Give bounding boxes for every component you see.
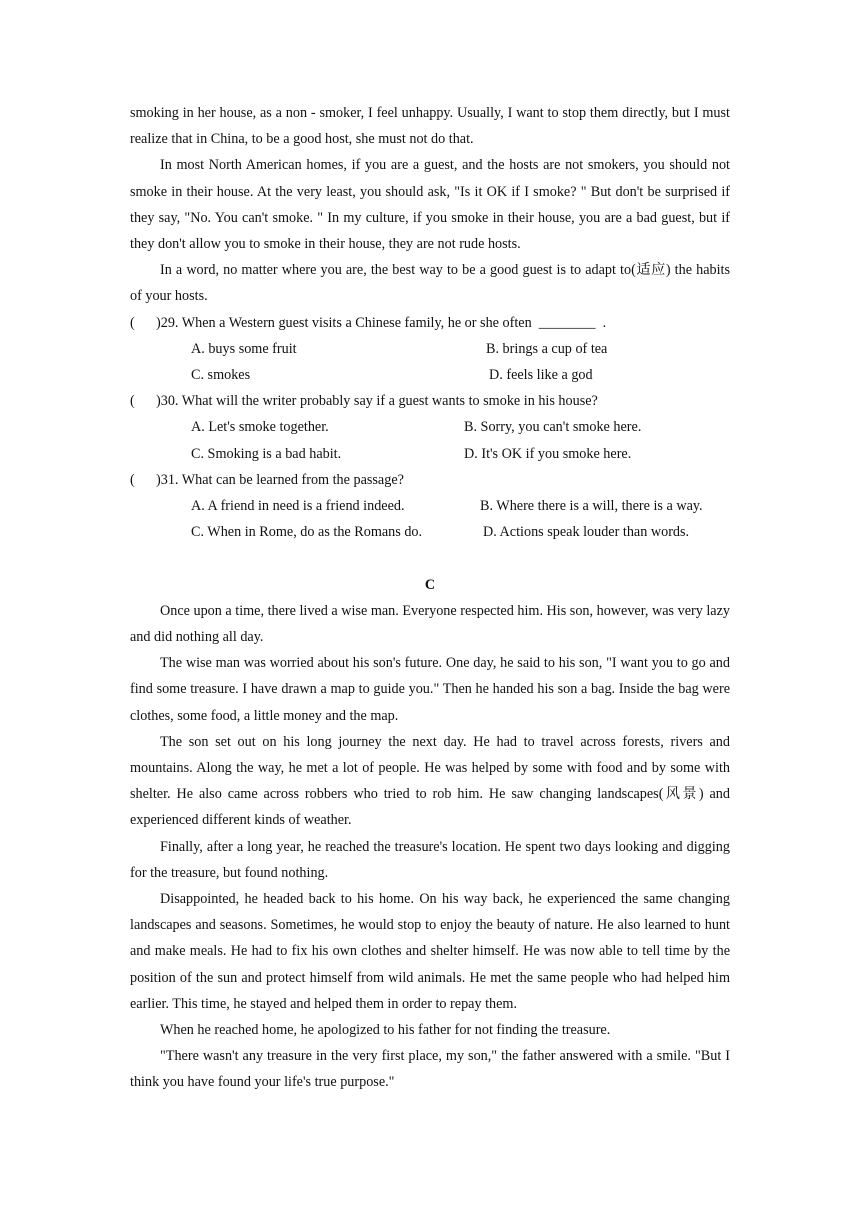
passage-c-paragraph: When he reached home, he apologized to his father for not finding the treasure. xyxy=(160,1022,611,1038)
passage-c-paragraph: The wise man was worried about his son's future. One day, he said to his son, "I want you to go and find some treasure. I have drawn a map to guide you." Then he handed his son a bag. Inside the bag were clothes, some food, a little money and the map. xyxy=(130,655,730,724)
passage-c-paragraph: The son set out on his long journey the next day. He had to travel across forests, rivers and mountains. Along the way, he met a lot of people. He was helped by some with food and by some with shelter. He also came across robbers who tried to rob him. He saw changing landscapes(风景) and experienced different kinds of weather. xyxy=(130,733,730,829)
option-b[interactable]: B. Where there is a will, there is a way. xyxy=(480,497,703,514)
option-d[interactable]: D. Actions speak louder than words. xyxy=(483,524,690,541)
question-stem: ( )30. What will the writer probably say if a guest wants to smoke in his house? xyxy=(130,393,598,410)
passage-b-paragraph: smoking in her house, as a non - smoker, I feel unhappy. Usually, I want to stop them directly, but I must realize that in China, to be a good host, she must not do that. xyxy=(130,105,730,148)
option-row xyxy=(130,414,730,440)
passage-b-paragraph: In most North American homes, if you are a guest, and the hosts are not smokers, you should not smoke in their house. At the very least, you should ask, "Is it OK if I smoke? " But don't be surprised if they say, "No. You can't smoke. " In my culture, if you smoke in their house, you are a bad guest, but if they don't allow you to smoke in their house, they are not rude hosts. xyxy=(130,157,730,253)
page-content xyxy=(130,100,730,1096)
option-b[interactable]: B. Sorry, you can't smoke here. xyxy=(464,419,642,436)
option-d[interactable]: D. feels like a god xyxy=(489,367,593,384)
passage-c-paragraph: Disappointed, he headed back to his home. On his way back, he experienced the same changing landscapes and seasons. Sometimes, he would stop to enjoy the beauty of nature. He also learned to hunt and make meals. He had to fix his own clothes and shelter himself. He was now able to tell time by the position of the sun and protect himself from wild animals. He met the same people who had helped him earlier. This time, he stayed and helped them in order to repay them. xyxy=(130,890,730,1012)
section-title: C xyxy=(424,576,436,593)
option-c[interactable]: C. smokes xyxy=(191,367,251,384)
question-stem: ( )29. When a Western guest visits a Chinese family, he or she often ________ . xyxy=(130,314,607,331)
passage-c-paragraph: Finally, after a long year, he reached the treasure's location. He spent two days looking and digging for the treasure, but found nothing. xyxy=(130,838,730,881)
option-row xyxy=(130,441,730,467)
option-a[interactable]: A. buys some fruit xyxy=(191,340,297,357)
option-row xyxy=(130,519,730,545)
question-31 xyxy=(130,467,730,546)
option-b[interactable]: B. brings a cup of tea xyxy=(486,340,608,357)
option-a[interactable]: A. Let's smoke together. xyxy=(191,419,329,436)
option-row xyxy=(130,362,730,388)
option-c[interactable]: C. Smoking is a bad habit. xyxy=(191,445,342,462)
section-spacer xyxy=(130,545,730,571)
question-30 xyxy=(130,388,730,467)
option-d[interactable]: D. It's OK if you smoke here. xyxy=(464,445,632,462)
passage-b-paragraph: In a word, no matter where you are, the best way to be a good guest is to adapt to(适应) the habits of your hosts. xyxy=(130,262,730,305)
passage-c-paragraph: Once upon a time, there lived a wise man. Everyone respected him. His son, however, was very lazy and did nothing all day. xyxy=(130,602,730,645)
option-row xyxy=(130,493,730,519)
passage-c-paragraph: "There wasn't any treasure in the very first place, my son," the father answered with a smile. "But I think you have found your life's true purpose." xyxy=(130,1048,730,1091)
question-stem: ( )31. What can be learned from the passage? xyxy=(130,471,404,488)
option-row xyxy=(130,336,730,362)
question-29 xyxy=(130,310,730,389)
option-a[interactable]: A. A friend in need is a friend indeed. xyxy=(191,497,405,514)
option-c[interactable]: C. When in Rome, do as the Romans do. xyxy=(191,524,423,541)
